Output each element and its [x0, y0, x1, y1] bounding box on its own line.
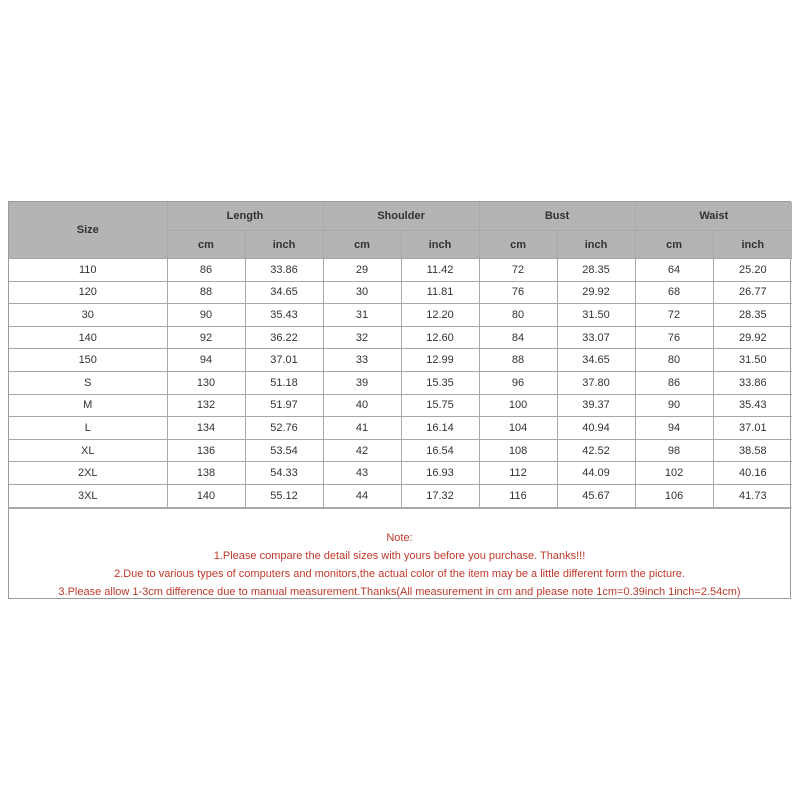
cell-bust-inch: 31.50 — [557, 304, 635, 327]
cell-shoulder-cm: 30 — [323, 281, 401, 304]
cell-size: 2XL — [9, 462, 167, 485]
cell-length-inch: 36.22 — [245, 326, 323, 349]
table-row — [9, 259, 792, 282]
cell-size: 30 — [9, 304, 167, 327]
cell-size: 110 — [9, 259, 167, 282]
cell-length-inch: 51.97 — [245, 394, 323, 417]
cell-shoulder-inch: 12.20 — [401, 304, 479, 327]
cell-bust-cm: 100 — [479, 394, 557, 417]
cell-length-inch: 54.33 — [245, 462, 323, 485]
header-group-row — [9, 202, 792, 231]
cell-shoulder-inch: 11.81 — [401, 281, 479, 304]
cell-length-cm: 94 — [167, 349, 245, 372]
cell-bust-cm: 104 — [479, 417, 557, 440]
cell-length-cm: 86 — [167, 259, 245, 282]
unit-header-length-inch: inch — [245, 231, 323, 259]
notes-title: Note: — [386, 531, 413, 544]
note-line-1: 1.Please compare the detail sizes with yours before you purchase. Thanks!!! — [213, 549, 586, 562]
cell-size: M — [9, 394, 167, 417]
cell-length-cm: 138 — [167, 462, 245, 485]
cell-length-cm: 92 — [167, 326, 245, 349]
cell-shoulder-inch: 12.60 — [401, 326, 479, 349]
cell-length-inch: 33.86 — [245, 259, 323, 282]
cell-length-cm: 134 — [167, 417, 245, 440]
cell-bust-inch: 45.67 — [557, 484, 635, 507]
bust-header: Bust — [479, 202, 635, 231]
cell-length-inch: 52.76 — [245, 417, 323, 440]
cell-bust-cm: 84 — [479, 326, 557, 349]
cell-size: 120 — [9, 281, 167, 304]
cell-shoulder-cm: 40 — [323, 394, 401, 417]
unit-header-bust-cm: cm — [479, 231, 557, 259]
cell-waist-cm: 80 — [635, 349, 713, 372]
cell-waist-cm: 68 — [635, 281, 713, 304]
cell-shoulder-cm: 32 — [323, 326, 401, 349]
cell-waist-cm: 86 — [635, 371, 713, 394]
cell-length-cm: 130 — [167, 371, 245, 394]
length-header: Length — [167, 202, 323, 231]
cell-shoulder-cm: 29 — [323, 259, 401, 282]
cell-shoulder-inch: 16.54 — [401, 439, 479, 462]
cell-shoulder-inch: 15.75 — [401, 394, 479, 417]
cell-length-inch: 51.18 — [245, 371, 323, 394]
cell-length-cm: 132 — [167, 394, 245, 417]
cell-length-cm: 140 — [167, 484, 245, 507]
cell-waist-cm: 106 — [635, 484, 713, 507]
table-row — [9, 326, 792, 349]
unit-header-waist-inch: inch — [713, 231, 792, 259]
size-chart — [8, 201, 791, 599]
cell-bust-inch: 28.35 — [557, 259, 635, 282]
cell-bust-cm: 96 — [479, 371, 557, 394]
cell-bust-inch: 39.37 — [557, 394, 635, 417]
cell-waist-cm: 76 — [635, 326, 713, 349]
cell-bust-inch: 33.07 — [557, 326, 635, 349]
cell-bust-cm: 76 — [479, 281, 557, 304]
cell-waist-inch: 28.35 — [713, 304, 792, 327]
cell-length-inch: 55.12 — [245, 484, 323, 507]
cell-waist-inch: 40.16 — [713, 462, 792, 485]
cell-bust-cm: 72 — [479, 259, 557, 282]
cell-shoulder-inch: 17.32 — [401, 484, 479, 507]
cell-bust-inch: 37.80 — [557, 371, 635, 394]
table-row — [9, 417, 792, 440]
note-line-3: 3.Please allow 1-3cm difference due to manual measurement.Thanks(All measurement in cm and please note 1cm=0.39inch 1inch=2.54cm) — [58, 585, 741, 598]
cell-bust-inch: 44.09 — [557, 462, 635, 485]
shoulder-header: Shoulder — [323, 202, 479, 231]
cell-waist-inch: 31.50 — [713, 349, 792, 372]
cell-waist-cm: 72 — [635, 304, 713, 327]
cell-size: 3XL — [9, 484, 167, 507]
cell-shoulder-inch: 16.93 — [401, 462, 479, 485]
cell-waist-cm: 90 — [635, 394, 713, 417]
unit-header-shoulder-cm: cm — [323, 231, 401, 259]
cell-shoulder-inch: 11.42 — [401, 259, 479, 282]
size-header: Size — [9, 202, 167, 259]
table-row — [9, 281, 792, 304]
cell-size: L — [9, 417, 167, 440]
cell-shoulder-cm: 39 — [323, 371, 401, 394]
cell-size: S — [9, 371, 167, 394]
cell-waist-cm: 64 — [635, 259, 713, 282]
table-row — [9, 371, 792, 394]
cell-waist-inch: 37.01 — [713, 417, 792, 440]
cell-length-cm: 90 — [167, 304, 245, 327]
cell-waist-inch: 35.43 — [713, 394, 792, 417]
cell-bust-inch: 40.94 — [557, 417, 635, 440]
cell-bust-cm: 108 — [479, 439, 557, 462]
table-row — [9, 439, 792, 462]
cell-shoulder-inch: 12.99 — [401, 349, 479, 372]
cell-waist-cm: 94 — [635, 417, 713, 440]
cell-bust-inch: 42.52 — [557, 439, 635, 462]
cell-shoulder-cm: 41 — [323, 417, 401, 440]
cell-shoulder-cm: 44 — [323, 484, 401, 507]
cell-length-inch: 35.43 — [245, 304, 323, 327]
cell-waist-inch: 29.92 — [713, 326, 792, 349]
cell-bust-inch: 34.65 — [557, 349, 635, 372]
table-row — [9, 304, 792, 327]
cell-shoulder-cm: 33 — [323, 349, 401, 372]
cell-size: XL — [9, 439, 167, 462]
cell-waist-cm: 98 — [635, 439, 713, 462]
unit-header-waist-cm: cm — [635, 231, 713, 259]
table-body — [9, 259, 792, 508]
note-line-2: 2.Due to various types of computers and monitors,the actual color of the item may be a little different form the picture. — [114, 567, 685, 580]
waist-header: Waist — [635, 202, 792, 231]
cell-shoulder-cm: 43 — [323, 462, 401, 485]
unit-header-length-cm: cm — [167, 231, 245, 259]
unit-header-bust-inch: inch — [557, 231, 635, 259]
cell-shoulder-inch: 15.35 — [401, 371, 479, 394]
cell-waist-inch: 26.77 — [713, 281, 792, 304]
unit-header-shoulder-inch: inch — [401, 231, 479, 259]
notes-section — [9, 508, 790, 598]
cell-size: 140 — [9, 326, 167, 349]
cell-length-cm: 88 — [167, 281, 245, 304]
cell-length-inch: 37.01 — [245, 349, 323, 372]
cell-waist-inch: 38.58 — [713, 439, 792, 462]
table-row — [9, 394, 792, 417]
cell-length-inch: 53.54 — [245, 439, 323, 462]
cell-waist-cm: 102 — [635, 462, 713, 485]
cell-bust-cm: 80 — [479, 304, 557, 327]
cell-size: 150 — [9, 349, 167, 372]
table-row — [9, 349, 792, 372]
cell-shoulder-inch: 16.14 — [401, 417, 479, 440]
cell-waist-inch: 33.86 — [713, 371, 792, 394]
cell-length-inch: 34.65 — [245, 281, 323, 304]
cell-bust-inch: 29.92 — [557, 281, 635, 304]
cell-bust-cm: 116 — [479, 484, 557, 507]
cell-length-cm: 136 — [167, 439, 245, 462]
cell-bust-cm: 88 — [479, 349, 557, 372]
cell-shoulder-cm: 42 — [323, 439, 401, 462]
cell-shoulder-cm: 31 — [323, 304, 401, 327]
table-row — [9, 462, 792, 485]
cell-waist-inch: 41.73 — [713, 484, 792, 507]
size-table — [9, 202, 792, 508]
cell-bust-cm: 112 — [479, 462, 557, 485]
cell-waist-inch: 25.20 — [713, 259, 792, 282]
table-row — [9, 484, 792, 507]
